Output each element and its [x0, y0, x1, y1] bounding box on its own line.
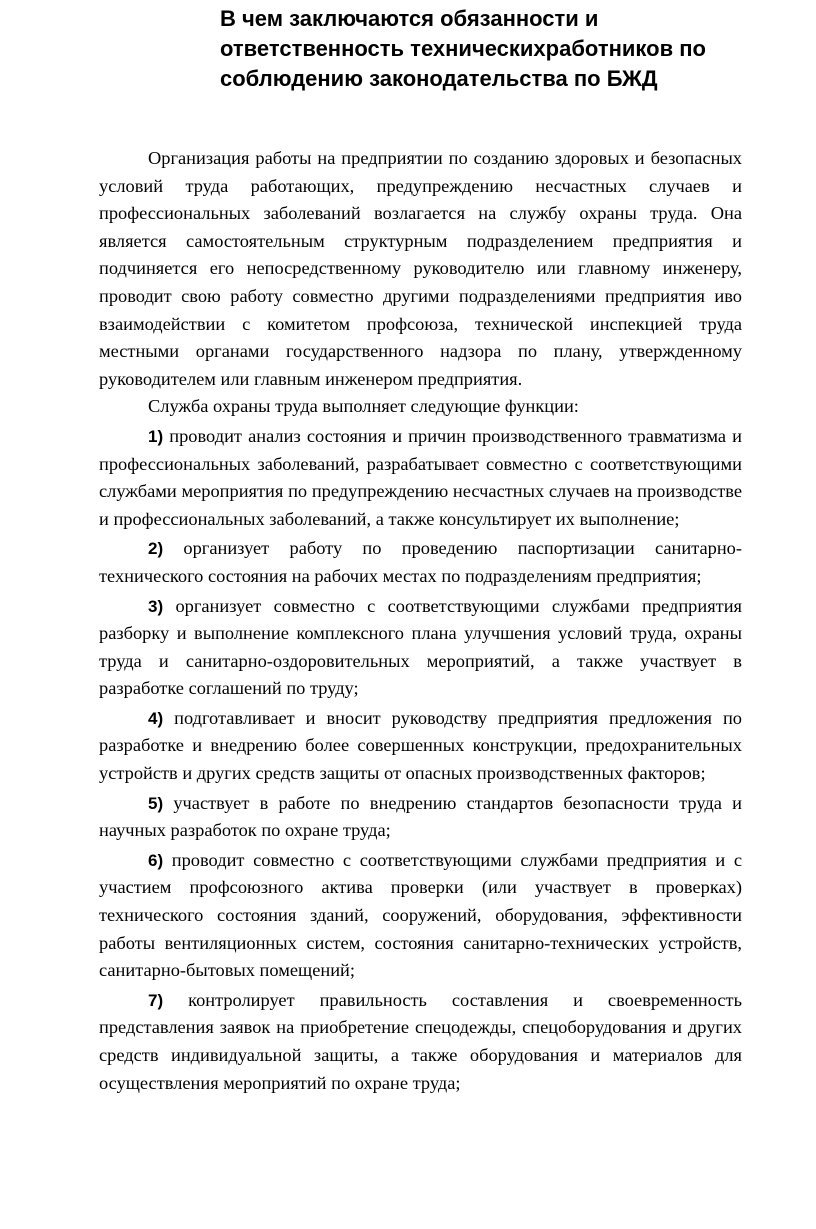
function-number: 7): [148, 990, 164, 1010]
function-item: [99, 593, 742, 703]
functions-heading: Служба охраны труда выполняет следующие функции:: [148, 396, 579, 417]
function-item: [99, 847, 742, 985]
function-text: проводит анализ состояния и причин производственного травматизма и профессиональных заболеваний, разрабатывает совместно с соответствующими службами мероприятия по предупреждению несчастных случаев на производстве и профессиональных заболеваний, а также консультирует их выполнение;: [99, 425, 742, 529]
function-text: организует работу по проведению паспортизации санитарно-технического состояния на рабочих местах по подразделениям предприятия;: [99, 538, 742, 586]
document-body: [99, 145, 742, 1097]
function-text: участвует в работе по внедрению стандартов безопасности труда и научных разработок по охране труда;: [99, 792, 742, 841]
document-title: В чем заключаются обязанности и ответственность техническихработников по соблюдению законодательства по БЖД: [220, 6, 706, 91]
function-number: 3): [148, 596, 164, 616]
function-text: подготавливает и вносит руководству предприятия предложения по разработке и внедрению более совершенных конструкции, предохранительных устройств и других средств защиты от опасных производственных факторов;: [99, 707, 742, 784]
function-number: 6): [148, 850, 164, 870]
function-number: 1): [148, 426, 164, 446]
intro-paragraph: Организация работы на предприятии по созданию здоровых и безопасных условий труда работающих, предупреждению несчастных случаев и профессиональных заболеваний возлагается на службу охраны труда. Она является самостоятельным структурным подразделением предприятия и подчиняется его непосредственному руководителю или главному инженеру, проводит свою работу совместно другими подразделениями предприятия иво взаимодействии с комитетом профсоюза, технической инспекцией труда местными органами государственного надзора по плану, утвержденному руководителем или главным инженером предприятия.: [99, 148, 742, 389]
function-number: 5): [148, 793, 164, 813]
functions-list: [99, 423, 742, 1097]
function-text: контролирует правильность составления и своевременность представления заявок на приобретение спецодежды, спецоборудования и других средств индивидуальной защиты, а также оборудования и материалов для осуществления мероприятий по охране труда;: [99, 989, 742, 1093]
function-item: [99, 705, 742, 788]
function-text: организует совместно с соответствующими службами предприятия разборку и выполнение комплексного плана улучшения условий труда, охраны труда и санитарно-оздоровительных мероприятий, а также участвует в разработке соглашений по труду;: [99, 595, 742, 699]
function-text: проводит совместно с соответствующими службами предприятия и с участием профсоюзного актива проверки (или участвует в проверках) технического состояния зданий, сооружений, оборудования, эффективности работы вентиляционных систем, состояния санитарно-технических устройств, санитарно-бытовых помещений;: [99, 849, 742, 981]
function-item: [99, 790, 742, 845]
function-number: 4): [148, 708, 164, 728]
function-number: 2): [148, 539, 164, 559]
function-item: [99, 535, 742, 590]
function-item: [99, 423, 742, 533]
function-item: [99, 987, 742, 1097]
